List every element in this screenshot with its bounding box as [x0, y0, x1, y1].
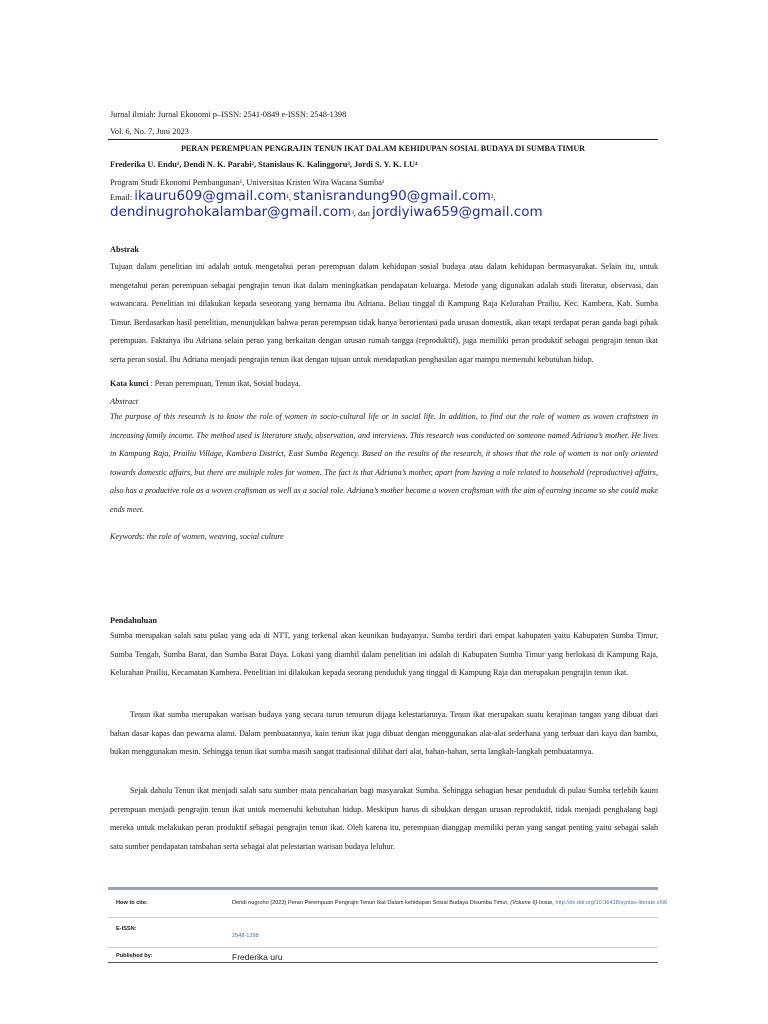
abstract-text: The purpose of this research is to know the role of women in socio-cultural life or in social life. In addition, to find out the role of women as woven craftsmen in increasing family income. The method used is literature study, observation, and interviews. This research was conducted on someone named Adriana’s mother. He lives in Kampung Raja, Prailiu Village, Kambera District, East Sumba Regency. Based on the results of the research, it shows that the role of women is not only oriented towards domestic affairs, but there are multiple roles for women. The fact is that Adriana’s mother, apart from having a role related to household (reproductive) affairs, also has a productive role as a woven craftsman as well as a social role. Adriana’s mother became a woven craftsman with the aim of earning income so she could make ends meet.: [110, 412, 658, 514]
paper-title: PERAN PEREMPUAN PENGRAJIN TENUN IKAT DALAM KEHIDUPAN SOSIAL BUDAYA DI SUMBA TIMUR: [180, 144, 586, 153]
publisher-label: Published by:: [116, 953, 153, 959]
cite-text: Dendi nugroho (2023) Peran Perempuan Pengrajin Tenun Ikat Dalam kehidupan Sosial Budaya Disumba Timur,: [232, 900, 509, 906]
pendahuluan-p3: Sejak dahulu Tenun ikat menjadi salah satu sumber mata pencaharian bagi masyarakat Sumba. Sehingga sebagian besar penduduk di pulau Sumba terlebih kaum perempuan menjadi pengrajin tenun ikat untuk memenuhi kebutuhan hidup. Meskipun harus di sibukkan dengan urusan reproduktif, tidak menjadi penghalang bagi mereka untuk melakukan peran produktif sebagai pengrajin tenun ikat. Oleh karena itu, perempuan dianggap memiliki peran yang sangat penting yaitu sebagai salah satu sumber pendapatan tambahan serta sebagai alat pelestarian warisan budaya leluhur.: [110, 786, 658, 851]
footer-separator: [108, 917, 658, 918]
cite-value: [232, 900, 667, 906]
kata-kunci-label: Kata kunci: [110, 379, 149, 388]
pendahuluan-p1: Sumba merupakan salah satu pulau yang ada di NTT, yang terkenal akan keunikan budayanya. Sumba terdiri dari empat kabupaten yaitu Kabupaten Sumba Timur, Sumba Tengah, Sumba Barat, dan Sumba Barat Daya. Lokasi yang diambil dalam penelitian ini adalah di Kabupaten Sumba Timur yang berlokasi di Kampung Raja, Kelurahan Prailiu, Kecamatan Kambera. Penelitian ini dilakukan kepada seorang penduduk yang tinggal di Kampung Raja dan merupakan pengrajin tenun ikat.: [110, 631, 658, 678]
footer-top-bar: [108, 887, 658, 890]
header-rule: [108, 139, 658, 140]
email-sup-3: ³, dan: [351, 209, 370, 218]
eissn-label: E-ISSN:: [116, 926, 137, 932]
abstrak-heading: Abstrak: [110, 245, 140, 254]
email-link-2[interactable]: stanisrandung90@gmail.com: [293, 188, 491, 204]
email-sup-2: ²,: [490, 193, 496, 202]
footer-bottom-rule: [108, 962, 658, 963]
email-sup-1: ¹,: [286, 193, 291, 202]
email-link-1[interactable]: ikauru609@gmail.com: [134, 188, 287, 204]
cite-doi-link[interactable]: http://dx.doi.org/10.36418/syntax-literate.v6i6: [555, 900, 668, 906]
pendahuluan-p2: Tenun ikat sumba merupakan warisan budaya yang secara turun temurun dijaga kelestariannya. Tenun ikat merupakan suatu kerajinan tangan yang dibuat dari bahan dasar kapas dan pewarna alami. Dalam pembuatannya, kain tenun ikat juga dibuat dengan menggunakan alat-alat sederhana yang terbuat dari kayu dan bambu, bukan menggunakan mesin. Sehingga tenun ikat sumba masih sangat tradisional dilihat dari alat, bahan-bahan, serta langkah-langkah pembuatannya.: [110, 710, 658, 757]
volume-line: Vol. 6, No. 7, Juni 2023: [110, 127, 189, 136]
abstract-keywords: Keywords: the role of women, weaving, social culture: [110, 532, 284, 541]
footer-publisher-row: [108, 953, 658, 965]
cite-label: How to cite:: [116, 900, 148, 906]
kata-kunci: [110, 379, 301, 388]
email-link-4[interactable]: jordiyiwa659@gmail.com: [372, 204, 543, 220]
publisher-value: Frederika uru: [232, 952, 283, 962]
footer-eissn-row: [108, 926, 658, 940]
footer-cite-row: [108, 900, 668, 914]
email-link-3[interactable]: dendinugrohokalambar@gmail.com: [110, 204, 352, 220]
cite-volume: (Volume 6): [510, 900, 538, 906]
kata-kunci-value: : Peran perempuan, Tenun ikat, Sosial budaya.: [150, 379, 301, 388]
email-row: [110, 188, 495, 204]
eissn-value[interactable]: 2548-1398: [232, 933, 259, 939]
pendahuluan-heading: Pendahuluan: [110, 616, 158, 625]
abstract-heading: Abstract: [110, 397, 139, 406]
author-list: Frederika U. Endu¹, Dendi N. K. Parabi², Stanislaus K. Kalinggoru³, Jordi S. Y. K. LU⁴: [110, 160, 418, 169]
affiliation: Program Studi Ekonomi Pembangunan¹, Universitas Kristen Wira Wacana Sumba¹: [110, 178, 385, 187]
abstrak-text: Tujuan dalam penelitian ini adalah untuk mengetahui peran perempuan dalam kehidupan sosial budaya atau dalam kehidupan bermasyarakat. Selain itu, untuk mengetahui peran perempuan sebagai pengrajin tenun ikat dalam meningkatkan pendapatan keluarga. Metode yang digunakan adalah studi literatur, observasi, dan wawancara. Penelitian ini dilakukan kepada seseorang yang bernama ibu Adriana. Beliau tinggal di Kampung Raja Kelurahan Prailiu, Kec. Kambera, Kab. Sumba Timur. Berdasarkan hasil penelitian, menunjukkan bahwa peran perempuan tidak hanya berorientasi pada urusan domestik, akan tetapi terdapat peran ganda bagi pihak perempuan. Faktanya ibu Adriana selain peran yang berkaitan dengan urusan rumah tangga (reproduktif), juga memiliki peran produktif sebagai pengrajin tenun ikat serta peran sosial. Ibu Adriana menjadi pengrajin tenun ikat dengan tujuan untuk mendapatkan penghasilan agar mampu memenuhi kebutuhan hidup.: [110, 262, 658, 364]
journal-line: Jurnal ilmiah: Jurnal Ekonomi p–ISSN: 2541-0849 e-ISSN: 2548-1398: [110, 110, 347, 119]
footer-separator-2: [108, 947, 658, 948]
cite-issue: Issue,: [538, 900, 554, 906]
email-row-2: [110, 204, 543, 220]
email-label: Email:: [110, 193, 133, 202]
